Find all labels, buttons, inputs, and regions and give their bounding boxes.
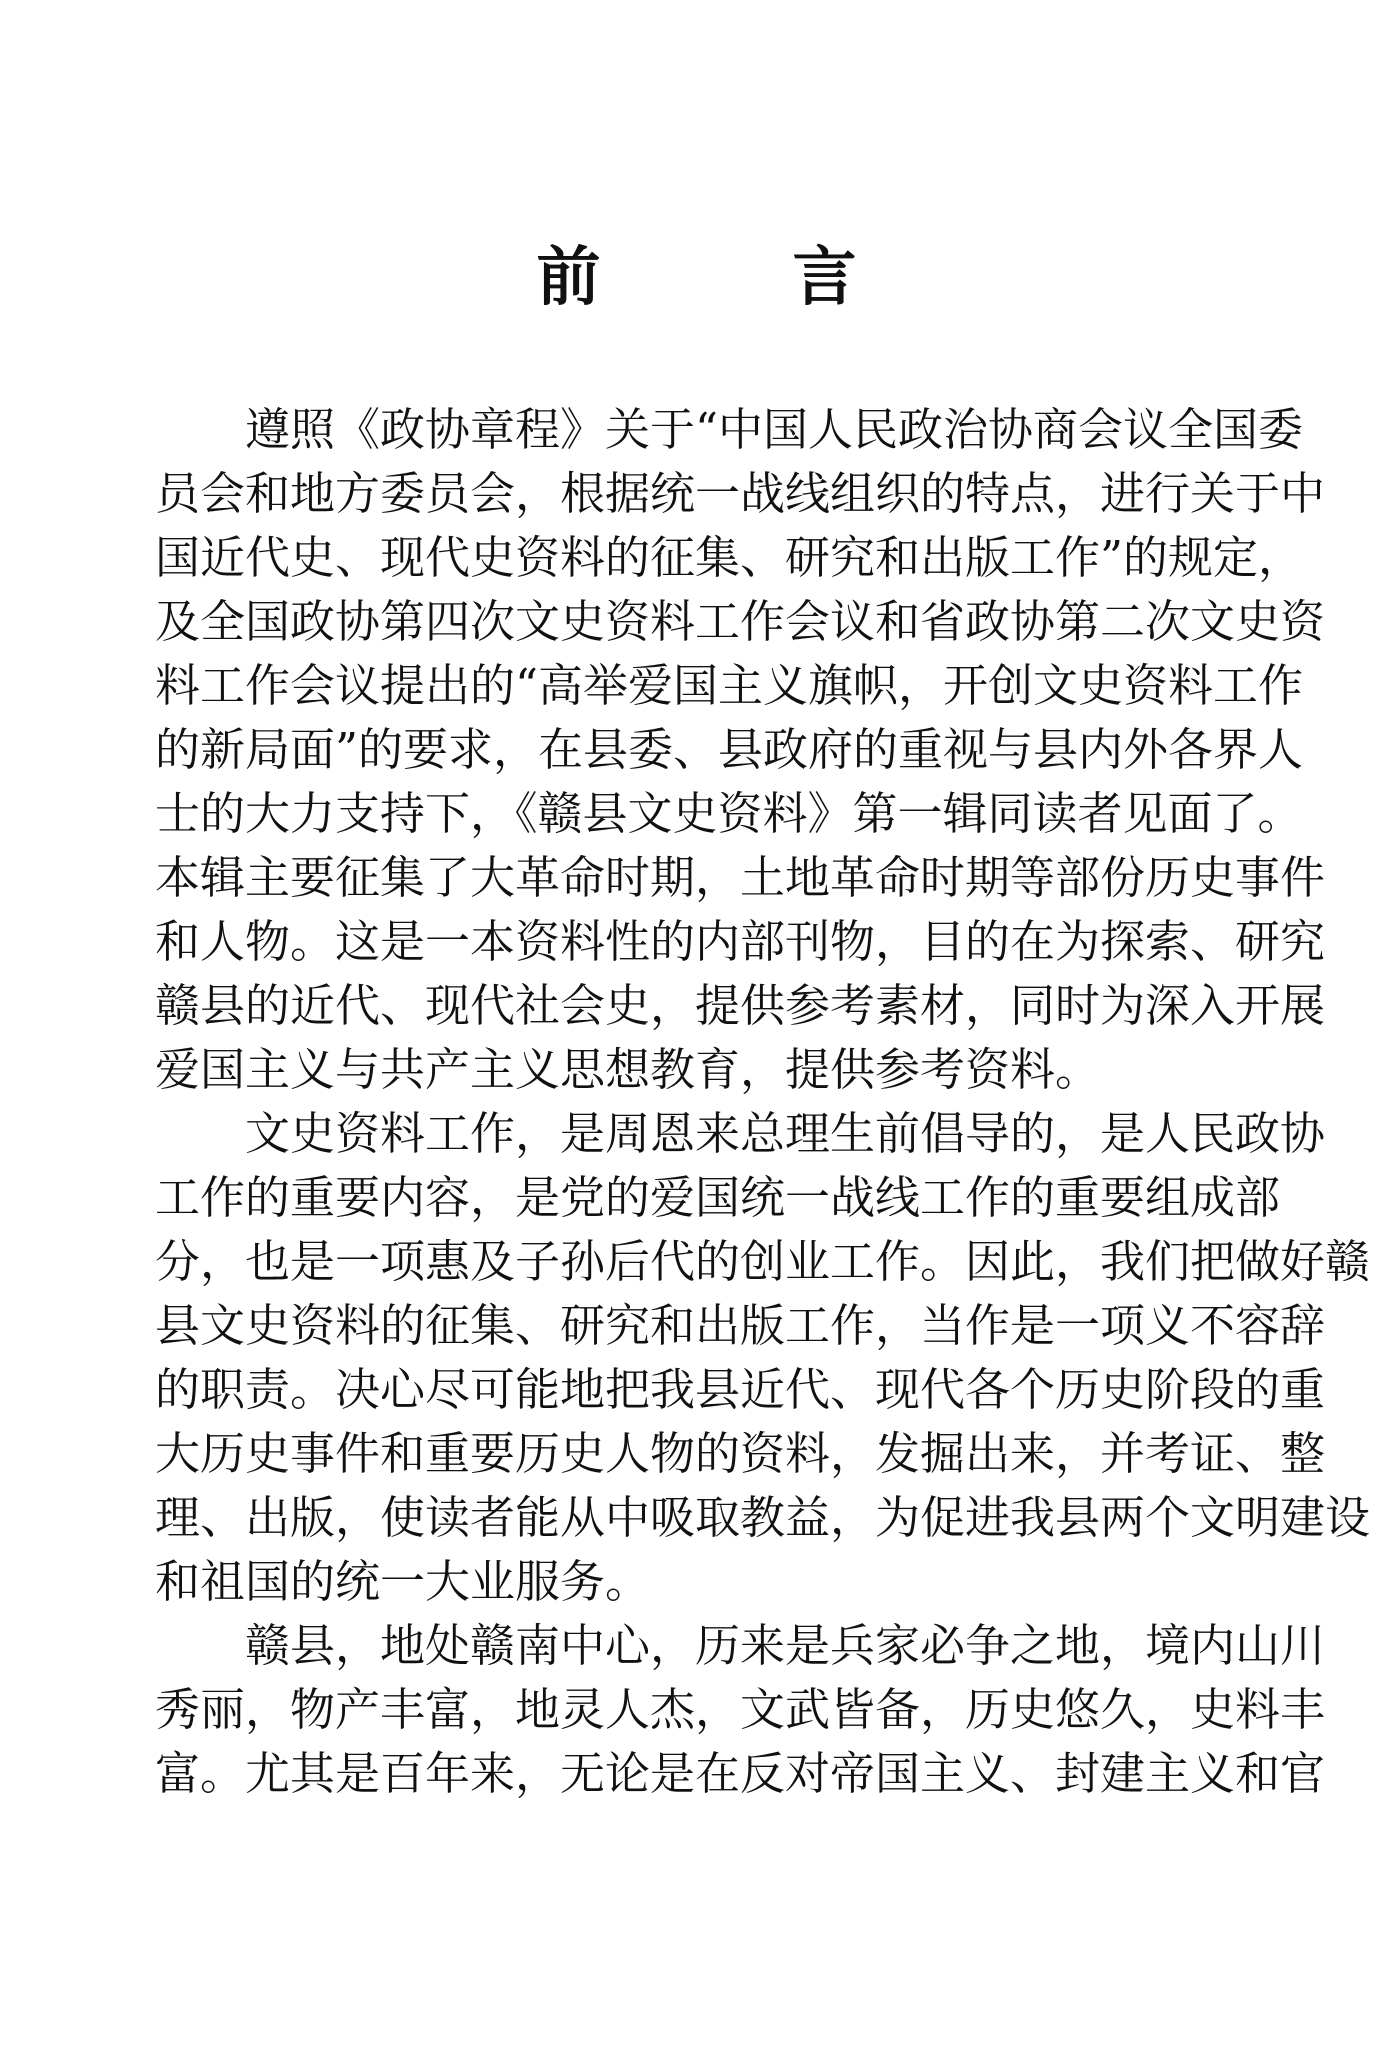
text-line: 文史资料工作，是周恩来总理生前倡导的，是人民政协 <box>245 1107 1326 1160</box>
text-line: 本辑主要征集了大革命时期，土地革命时期等部份历史事件 <box>155 851 1326 904</box>
page-title: 前 言 <box>536 240 857 315</box>
text-line: 和人物。这是一本资料性的内部刊物，目的在为探索、研究 <box>155 915 1326 968</box>
text-line: 赣县的近代、现代社会史，提供参考素材，同时为深入开展 <box>155 979 1326 1032</box>
text-line: 秀丽，物产丰富，地灵人杰，文武皆备，历史悠久，史料丰 <box>155 1683 1326 1736</box>
text-line: 富。尤其是百年来，无论是在反对帝国主义、封建主义和官 <box>155 1747 1326 1800</box>
text-line: 遵照《政协章程》关于“中国人民政治协商会议全国委 <box>245 403 1304 456</box>
text-line: 的新局面”的要求，在县委、县政府的重视与县内外各界人 <box>155 723 1304 776</box>
text-line: 理、出版，使读者能从中吸取教益，为促进我县两个文明建设 <box>155 1491 1371 1544</box>
text-line: 大历史事件和重要历史人物的资料，发掘出来，并考证、整 <box>155 1427 1326 1480</box>
text-line: 及全国政协第四次文史资料工作会议和省政协第二次文史资 <box>155 595 1326 648</box>
text-line: 县文史资料的征集、研究和出版工作，当作是一项义不容辞 <box>155 1299 1326 1352</box>
text-line: 和祖国的统一大业服务。 <box>155 1555 651 1608</box>
text-line: 员会和地方委员会，根据统一战线组织的特点，进行关于中 <box>155 467 1326 520</box>
text-line: 的职责。决心尽可能地把我县近代、现代各个历史阶段的重 <box>155 1363 1326 1416</box>
preface-body <box>155 398 1371 1806</box>
text-line: 国近代史、现代史资料的征集、研究和出版工作”的规定， <box>155 531 1304 584</box>
text-line: 分，也是一项惠及子孙后代的创业工作。因此，我们把做好赣 <box>155 1235 1371 1288</box>
text-line: 赣县，地处赣南中心，历来是兵家必争之地，境内山川 <box>245 1619 1326 1672</box>
text-line: 士的大力支持下，《赣县文史资料》第一辑同读者见面了。 <box>155 787 1303 840</box>
text-line: 料工作会议提出的“高举爱国主义旗帜，开创文史资料工作 <box>155 659 1304 712</box>
text-line: 爱国主义与共产主义思想教育，提供参考资料。 <box>155 1043 1101 1096</box>
text-line: 工作的重要内容，是党的爱国统一战线工作的重要组成部 <box>155 1171 1281 1224</box>
